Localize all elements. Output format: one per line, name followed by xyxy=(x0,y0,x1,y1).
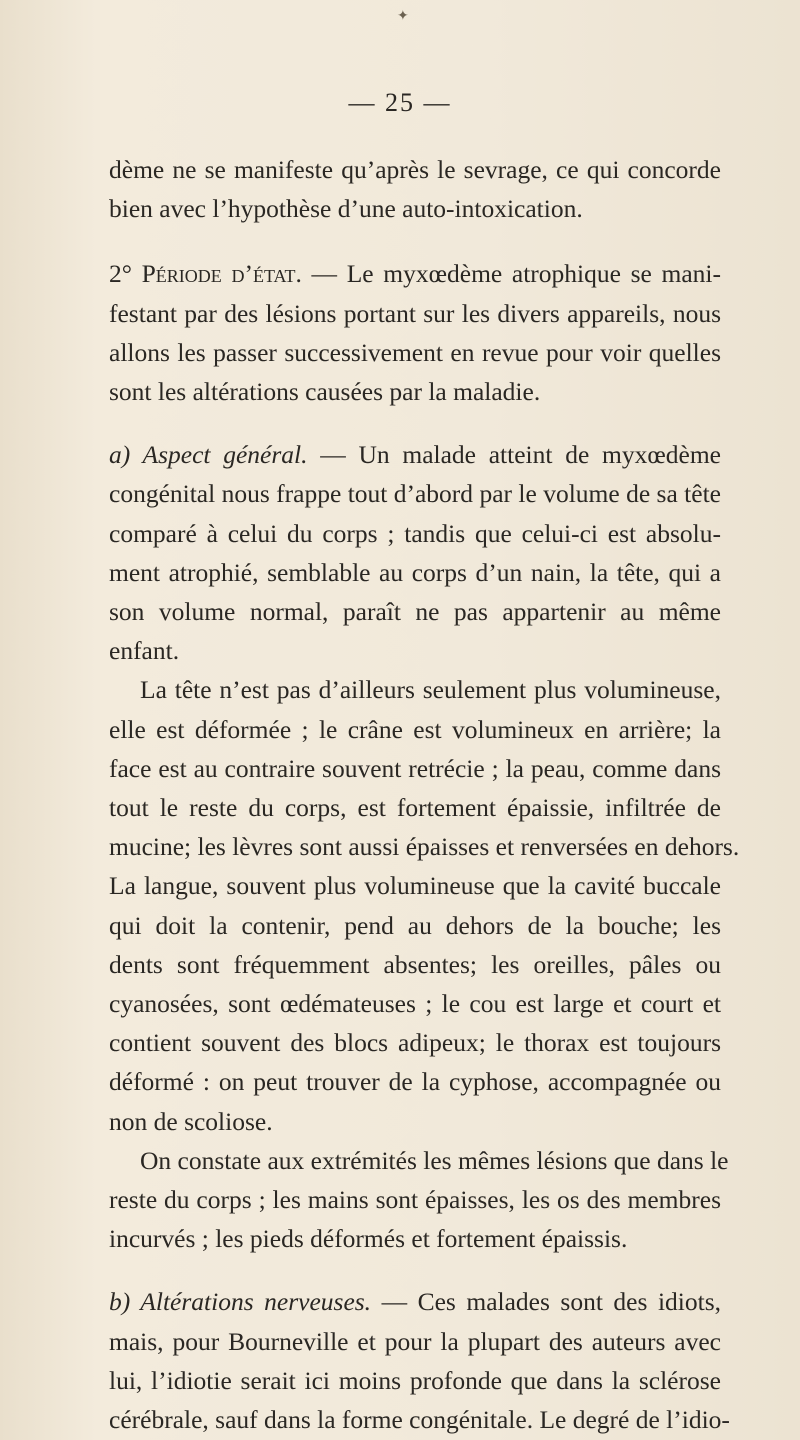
text-run: non de scoliose. xyxy=(109,1106,273,1136)
text-line xyxy=(109,474,721,514)
text-line xyxy=(109,592,721,632)
text-run: déformé : on peut trouver de la cyphose, accompagnée ou xyxy=(109,1067,721,1097)
text-run: contient souvent des blocs adipeux; le thorax est toujours xyxy=(109,1028,721,1058)
text-run: cyanosées, sont œdémateuses ; le cou est large et court et xyxy=(109,989,721,1018)
text-run: . — Le myxœdème atrophique se mani- xyxy=(295,259,721,289)
text-line xyxy=(109,294,721,334)
text-line xyxy=(140,1141,729,1181)
section-heading: Période d’état xyxy=(141,259,296,289)
text-run: sont les altérations causées par la maladie. xyxy=(109,377,541,406)
text-run: — Ces malades sont des idiots, xyxy=(371,1287,721,1317)
page-number: — 25 — xyxy=(348,88,452,117)
text-line xyxy=(109,514,721,554)
text-line xyxy=(109,435,721,475)
text-run: reste du corps ; les mains sont épaisses, les os des membres xyxy=(109,1185,721,1214)
text-line xyxy=(109,1219,721,1259)
text-run: mais, pour Bourneville et pour la plupart des auteurs avec xyxy=(109,1326,721,1356)
text-line xyxy=(109,1361,721,1401)
text-run: dème ne se manifeste qu’après le sevrage, ce qui concorde xyxy=(109,155,721,184)
text-run: congénital nous frappe tout d’abord par le volume de sa tête xyxy=(109,479,721,509)
subsection-title: b) Altérations nerveuses. xyxy=(109,1287,372,1317)
text-line xyxy=(109,710,721,750)
text-run: — Un malade atteint de myxœdème xyxy=(307,440,721,470)
text-run: bien avec l’hypothèse d’une auto-intoxication. xyxy=(109,194,583,224)
text-line xyxy=(109,749,721,789)
text-run: festant par des lésions portant sur les divers appareils, nous xyxy=(109,298,721,328)
text-line xyxy=(109,150,721,190)
text-run: tout le reste du corps, est fortement épaissie, infiltrée de xyxy=(109,793,721,822)
text-line xyxy=(109,945,721,985)
ink-speck: ✦ xyxy=(397,9,409,24)
text-run: dents sont fréquemment absentes; les oreilles, pâles ou xyxy=(109,949,721,979)
text-line xyxy=(109,1180,721,1220)
text-run: ment atrophié, semblable au corps d’un nain, la tête, qui a xyxy=(109,557,721,587)
text-run: face est au contraire souvent retrécie ; la peau, comme dans xyxy=(109,753,721,783)
text-run: On constate aux extrémités les mêmes lésions que dans le xyxy=(140,1145,729,1175)
text-line xyxy=(109,189,721,229)
text-line xyxy=(109,333,721,373)
text-line xyxy=(109,984,721,1024)
text-run: 2° xyxy=(109,259,142,289)
text-line xyxy=(109,1400,730,1440)
text-run: enfant. xyxy=(109,636,180,666)
text-run: elle est déformée ; le crâne est volumineux en arrière; la xyxy=(109,714,721,744)
subsection-title: a) Aspect général. xyxy=(109,440,308,470)
text-run: mucine; les lèvres sont aussi épaisses et renversées en dehors. xyxy=(109,832,740,862)
text-line xyxy=(109,372,721,412)
text-run: allons les passer successivement en revue pour voir quelles xyxy=(109,337,721,367)
text-line xyxy=(109,788,721,828)
text-line xyxy=(109,906,721,946)
text-line xyxy=(109,254,721,294)
text-run: cérébrale, sauf dans la forme congénitale. Le degré de l’idio- xyxy=(109,1405,730,1434)
text-line xyxy=(109,1062,721,1102)
text-line xyxy=(109,827,740,867)
text-run: qui doit la contenir, pend au dehors de la bouche; les xyxy=(109,910,721,940)
text-run: lui, l’idiotie serait ici moins profonde que dans la sclérose xyxy=(109,1365,721,1395)
text-line xyxy=(109,553,721,593)
text-line xyxy=(109,866,721,906)
text-run: La langue, souvent plus volumineuse que la cavité buccale xyxy=(109,871,721,901)
text-run: son volume normal, paraît ne pas appartenir au même xyxy=(109,597,721,626)
text-line xyxy=(109,1023,721,1063)
text-run: La tête n’est pas d’ailleurs seulement plus volumineuse, xyxy=(140,675,721,705)
text-line xyxy=(109,1282,721,1322)
text-line xyxy=(140,670,721,710)
text-run: incurvés ; les pieds déformés et fortement épaissis. xyxy=(109,1224,628,1254)
text-line xyxy=(109,1102,721,1142)
text-line xyxy=(109,631,721,671)
text-line xyxy=(109,1322,721,1362)
text-run: comparé à celui du corps ; tandis que celui-ci est absolu- xyxy=(109,518,721,548)
